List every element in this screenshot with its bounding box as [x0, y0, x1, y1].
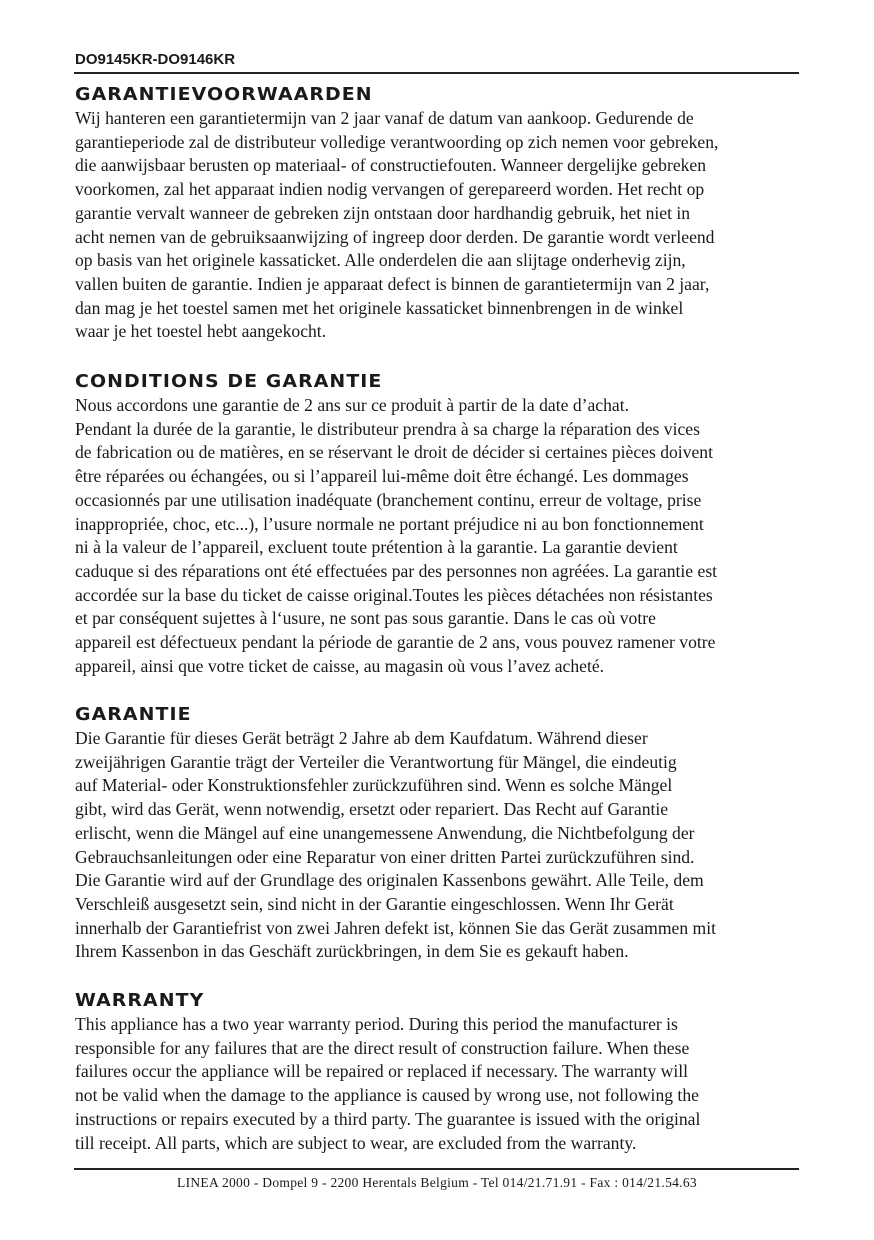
paragraph-line: zweijährigen Garantie trägt der Verteiler die Verantwortung für Mängel, die eindeutig	[75, 751, 677, 772]
section-conditions-de-garantie	[75, 370, 717, 678]
section-warranty	[75, 989, 700, 1155]
paragraph-line: acht nemen van de gebruiksaanwijzing of ingreep door derden. De garantie wordt verleend	[75, 226, 715, 247]
paragraph-line: Ihrem Kassenbon in das Geschäft zurückbringen, in dem Sie es gekauft haben.	[75, 941, 629, 962]
paragraph-line: Die Garantie für dieses Gerät beträgt 2 Jahre ab dem Kaufdatum. Während dieser	[75, 728, 648, 748]
paragraph-line: caduque si des réparations ont été effectuées par des personnes non agréées. La garantie est	[75, 560, 718, 581]
paragraph-line: failures occur the appliance will be repaired or replaced if necessary. The warranty will	[75, 1061, 689, 1082]
paragraph-line: Gebrauchsanleitungen oder eine Reparatur von einer dritten Partei zurückzuführen sind.	[75, 846, 695, 867]
model-number-header: DO9145KR-DO9146KR	[75, 51, 236, 68]
paragraph-line: Verschleiß ausgesetzt sein, sind nicht in der Garantie eingeschlossen. Wenn Ihr Gerät	[75, 893, 674, 914]
paragraph-line: garantieperiode zal de distributeur volledige verantwoording op zich nemen voor gebreken,	[75, 131, 719, 152]
section-title: CONDITIONS DE GARANTIE	[75, 372, 383, 392]
paragraph-line: voorkomen, zal het apparaat indien nodig vervangen of gerepareerd worden. Het recht op	[75, 179, 705, 200]
paragraph-line: This appliance has a two year warranty period. During this period the manufacturer is	[75, 1014, 678, 1034]
paragraph-line: appareil est défectueux pendant la période de garantie de 2 ans, vous pouvez ramener votre	[75, 632, 716, 653]
paragraph-line: garantie vervalt wanneer de gebreken zijn ontstaan door hardhandig gebruik, het niet in	[75, 202, 691, 223]
paragraph-line: erlischt, wenn die Mängel auf eine unangemessene Anwendung, die Nichtbefolgung der	[75, 822, 695, 843]
paragraph-line: till receipt. All parts, which are subject to wear, are excluded from the warranty.	[75, 1132, 637, 1153]
paragraph-line: être réparées ou échangées, ou si l’appareil lui-même doit être échangé. Les dommages	[75, 466, 689, 487]
paragraph-line: op basis van het originele kassaticket. Alle onderdelen die aan slijtage onderhevig zijn,	[75, 250, 686, 271]
paragraph-line: auf Material- oder Konstruktionsfehler zurückzuführen sind. Wenn es solche Mängel	[75, 775, 673, 796]
paragraph-line: vallen buiten de garantie. Indien je apparaat defect is binnen de garantietermijn van 2 jaar,	[75, 273, 710, 294]
footer-rule	[74, 1168, 799, 1170]
paragraph-line: appareil, ainsi que votre ticket de caisse, au magasin où vous l’avez acheté.	[75, 655, 605, 676]
paragraph-line: inappropriée, choc, etc...), l’usure normale ne portant préjudice ni au bon fonctionnement	[75, 513, 704, 534]
paragraph-line: dan mag je het toestel samen met het originele kassaticket binnenbrengen in de winkel	[75, 297, 684, 318]
footer-address: LINEA 2000 - Dompel 9 - 2200 Herentals Belgium - Tel 014/21.71.91 - Fax : 014/21.54.63	[177, 1175, 697, 1190]
section-garantievoorwaarden	[75, 83, 718, 344]
header-rule	[74, 72, 799, 74]
paragraph-line: gibt, wird das Gerät, wenn notwendig, ersetzt oder repariert. Das Recht auf Garantie	[75, 799, 669, 820]
section-garantie	[75, 703, 716, 964]
paragraph-line: Pendant la durée de la garantie, le distributeur prendra à sa charge la réparation des vices	[75, 418, 700, 439]
paragraph-line: waar je het toestel hebt aangekocht.	[75, 321, 327, 342]
paragraph-line: not be valid when the damage to the appliance is caused by wrong use, not following the	[75, 1085, 699, 1106]
paragraph-line: innerhalb der Garantiefrist von zwei Jahren defekt ist, können Sie das Gerät zusammen mit	[75, 917, 716, 938]
paragraph-line: ni à la valeur de l’appareil, excluent toute prétention à la garantie. La garantie devient	[75, 537, 678, 558]
paragraph-line: et par conséquent sujettes à l‘usure, ne sont pas sous garantie. Dans le cas où votre	[75, 608, 656, 629]
paragraph-line: die aanwijsbaar berusten op materiaal- of constructiefouten. Wanneer dergelijke gebreken	[75, 155, 707, 176]
paragraph-line: occasionnés par une utilisation inadéquate (branchement continu, erreur de voltage, prise	[75, 489, 702, 510]
section-title: GARANTIE	[75, 705, 192, 725]
paragraph-line: Wij hanteren een garantietermijn van 2 jaar vanaf de datum van aankoop. Gedurende de	[75, 108, 694, 128]
paragraph-line: responsible for any failures that are the direct result of construction failure. When these	[75, 1037, 690, 1058]
paragraph-line: Nous accordons une garantie de 2 ans sur ce produit à partir de la date d’achat.	[75, 395, 629, 415]
section-title: GARANTIEVOORWAARDEN	[75, 85, 373, 105]
section-title: WARRANTY	[75, 991, 205, 1011]
paragraph-line: accordée sur la base du ticket de caisse original.Toutes les pièces détachées non résistantes	[75, 584, 713, 605]
paragraph-line: de fabrication ou de matières, en se réservant le droit de décider si certaines pièces doivent	[75, 442, 713, 463]
paragraph-line: instructions or repairs executed by a third party. The guarantee is issued with the original	[75, 1108, 701, 1129]
paragraph-line: Die Garantie wird auf der Grundlage des originalen Kassenbons gewährt. Alle Teile, dem	[75, 870, 704, 891]
